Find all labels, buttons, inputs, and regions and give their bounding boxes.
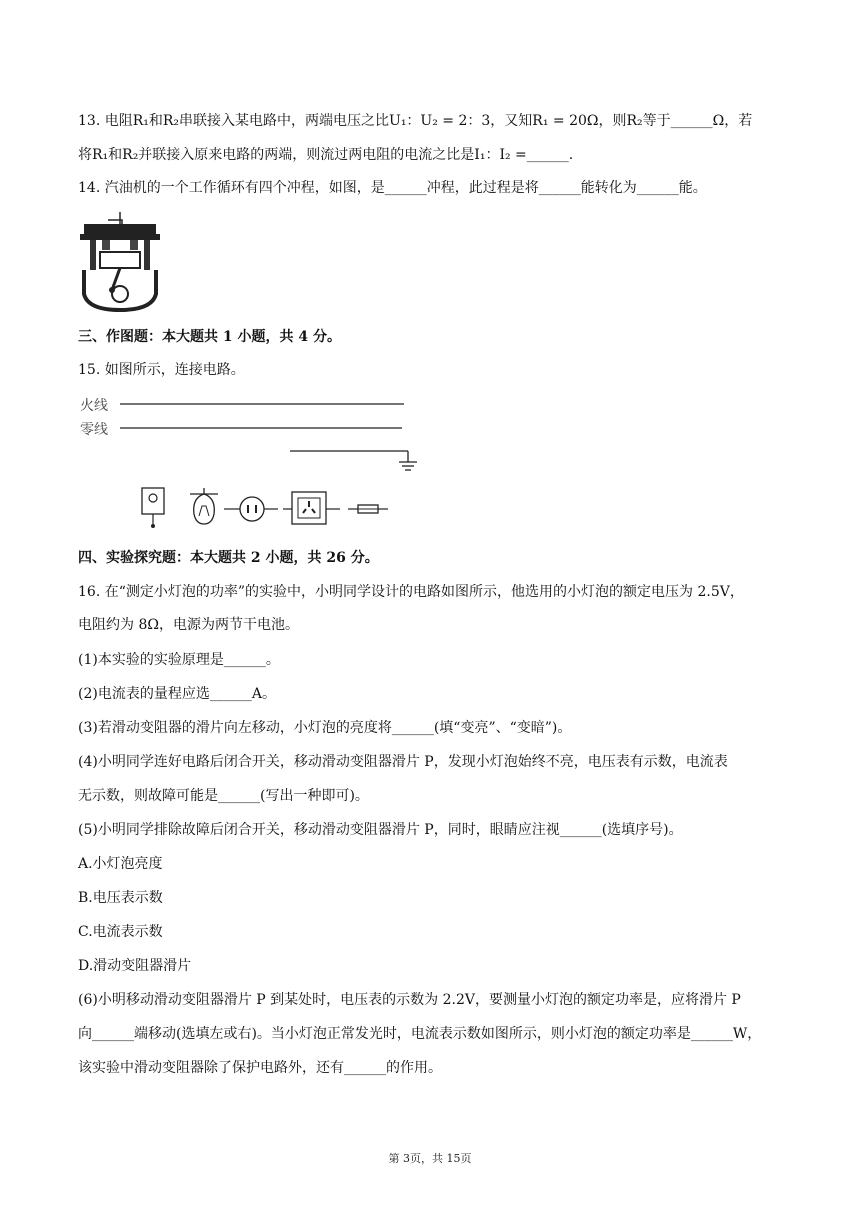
- two-pin-socket-icon: [240, 497, 264, 521]
- q16-part5: (5)小明同学排除故障后闭合开关，移动滑动变阻器滑片 P，同时，眼睛应注视______(选填序号)。: [78, 822, 683, 838]
- q15-line1: 15. 如图所示，连接电路。: [78, 362, 245, 378]
- section3-heading: 三、作图题：本大题共 1 小题，共 4 分。: [78, 329, 341, 345]
- three-pin-socket-icon: [292, 492, 326, 524]
- q16-part2: (2)电流表的量程应选______A。: [78, 686, 276, 702]
- q16-part1: (1)本实验的实验原理是______。: [78, 652, 280, 668]
- option-c: C.电流表示数: [78, 924, 163, 940]
- q16-part4-line1: (4)小明同学连好电路后闭合开关，移动滑动变阻器滑片 P，发现小灯泡始终不亮，电压表有示数，电流表: [78, 754, 728, 770]
- live-wire-label: 火线: [80, 398, 108, 414]
- neutral-wire-label: 零线: [80, 422, 108, 438]
- q13-line2: 将R₁和R₂并联接入原来电路的两端，则流过两电阻的电流之比是I₁：I₂ =______.: [78, 147, 574, 163]
- q14-line1: 14. 汽油机的一个工作循环有四个冲程，如图，是______冲程，此过程是将______能转化为______能。: [78, 180, 707, 196]
- engine-stroke-figure: [78, 212, 162, 312]
- option-a: A.小灯泡亮度: [78, 856, 163, 872]
- q16-line2: 电阻约为 8Ω，电源为两节干电池。: [78, 617, 299, 633]
- option-b: B.电压表示数: [78, 890, 163, 906]
- page-footer: 第 3页，共 15页: [388, 1152, 472, 1165]
- q16-line1: 16. 在“测定小灯泡的功率”的实验中，小明同学设计的电路如图所示，他选用的小灯泡的额定电压为 2.5V，: [78, 584, 744, 600]
- home-circuit-figure: [78, 392, 418, 532]
- pull-switch-icon: [142, 488, 164, 514]
- section4-heading: 四、实验探究题：本大题共 2 小题，共 26 分。: [78, 550, 379, 566]
- q16-part6-line3: 该实验中滑动变阻器除了保护电路外，还有______的作用。: [78, 1060, 442, 1076]
- q16-part6-line2: 向______端移动(选填左或右)。当小灯泡正常发光时，电流表示数如图所示，则小灯泡的额定功率是______W，: [78, 1026, 762, 1042]
- option-d: D.滑动变阻器滑片: [78, 958, 192, 974]
- q16-part4-line2: 无示数，则故障可能是______(写出一种即可)。: [78, 788, 369, 804]
- q13-line1: 13. 电阻R₁和R₂串联接入某电路中，两端电压之比U₁：U₂ = 2：3，又知R₁ = 20Ω，则R₂等于______Ω，若: [78, 113, 753, 129]
- q16-part6-line1: (6)小明移动滑动变阻器滑片 P 到某处时，电压表的示数为 2.2V，要测量小灯泡的额定功率是，应将滑片 P: [78, 992, 741, 1008]
- q16-part3: (3)若滑动变阻器的滑片向左移动，小灯泡的亮度将______(填“变亮”、“变暗”)。: [78, 720, 572, 736]
